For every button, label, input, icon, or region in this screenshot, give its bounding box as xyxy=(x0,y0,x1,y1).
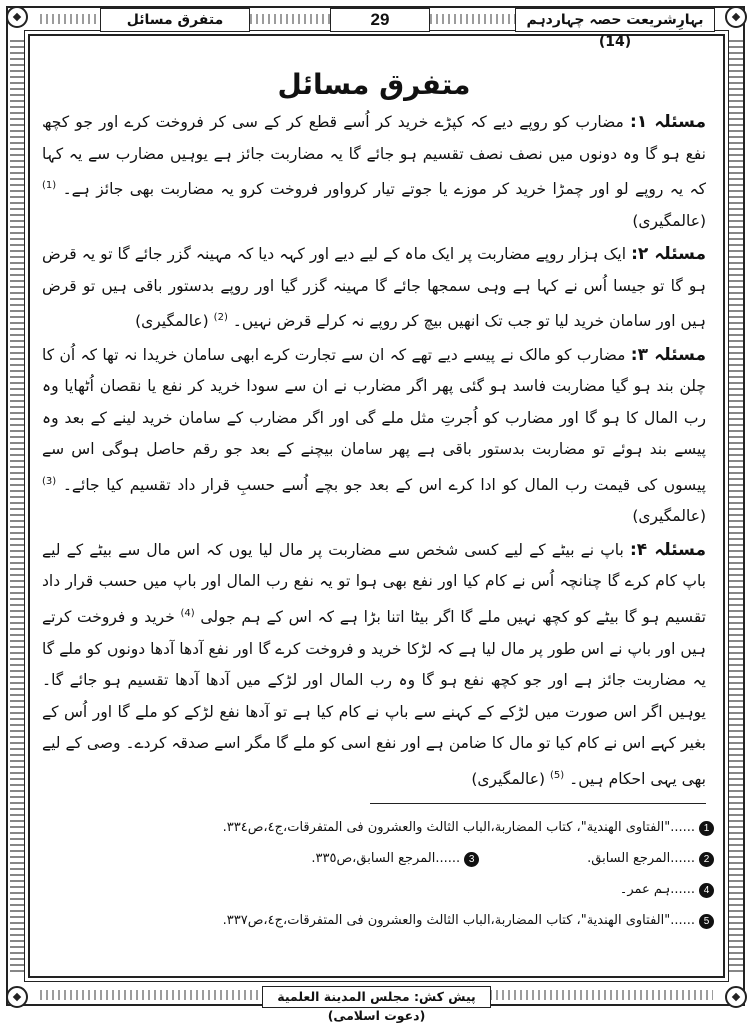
footnote-marker: (3) xyxy=(42,475,57,487)
footnote-number-icon: 2 xyxy=(699,852,714,867)
masala-text: مضارب کو مالک نے پیسے دیے تھے کہ ان سے تجارت کرے ابھی سامان خریدا نہ تھا کہ اُن کا چلن بند ہو گیا مضاربت فاسد ہو گئی پھر اگر مضارب نے ان سے سودا خرید کر نفع یا نقصان اُٹھایا وہ رب المال کا ہو گا اور مضارب کو اُجرتِ مثل ملے گی اور اگر مضارب کے سامان خرید لینے کے بعد وہ پیسے بند ہوئے تو مضاربت بدستور باقی ہے پھر سامان بیچنے کے بعد جو رقم حاصل ہوگی اس سے پیسوں کی قیمت رب المال کو ادا کرے اس کے بعد جو بچے اُسے حسبِ قرار داد تقسیم کیا جائے۔ xyxy=(42,345,706,494)
footnote-item xyxy=(42,812,714,843)
corner-ornament-icon xyxy=(6,6,28,28)
masala-text-continued: خرید و فروخت کرتے ہیں اور باپ نے اس طور پر مال لیا ہے کہ لڑکا خرید و فروخت کرے گا اور نفع آدھا آدھا دونوں کو ملے گا یہ مضاربت جائز ہے اور جو کچھ نفع ہو گا وہ رب المال اور لڑکے میں آدھا آدھا تقسیم ہو جائے گا۔ یوہیں اگر اس صورت میں لڑکے کے کہنے سے باپ نے کام کیا ہے تو آدھا نفع لڑکے کو ملے گا اور اُس کے بغیر کہے اس نے کام کیا تو مال کا ضامن ہے اور نفع اسی کو ملے گا مگر اسے صدقہ کردے۔ وصی کے لیے بھی یہی احکام ہیں۔ xyxy=(42,608,706,788)
footnotes xyxy=(42,812,714,936)
footnote-number-icon: 1 xyxy=(699,821,714,836)
masala-reference: (عالمگیری) xyxy=(632,211,706,230)
footnote-item xyxy=(42,905,714,936)
footnote-text: ......المرجع السابق،ص٣٣٥. xyxy=(311,851,461,866)
footnote-separator xyxy=(370,803,706,804)
masala-text: مضارب کو روپے دیے کہ کپڑے خرید کر اُسے قطع کر کے سی کر فروخت کرے اور جو کچھ نفع ہو گا وہ دونوں میں نصف نصف تقسیم ہو جائے گا یہ مضاربت جائز ہے یوہیں مضارب سے یہ کہا کہ یہ روپے لو اور چمڑا خرید کر موزے یا جوتے تیار کرواور فروخت کرو یہ مضاربت بھی جائز ہے۔ xyxy=(42,113,707,199)
footnote-text: ......المرجع السابق. xyxy=(587,851,695,866)
masala-4 xyxy=(42,535,706,795)
masala-3 xyxy=(42,340,706,533)
footnote-text: ......"الفتاوی الهندية"، كتاب المضاربة،الباب الثالث والعشرون فى المتفرقات،ج٤،ص٣٣٤. xyxy=(222,820,695,835)
masala-label: مسئلہ ۴: xyxy=(629,539,706,560)
footnote-text: ......ہم عمر۔ xyxy=(619,882,695,897)
corner-ornament-icon xyxy=(6,986,28,1008)
page-title: متفرق مسائل xyxy=(277,68,471,101)
footnote-item xyxy=(42,874,714,905)
main-content xyxy=(42,60,706,797)
corner-ornament-icon xyxy=(725,6,747,28)
header-section-title: متفرق مسائل xyxy=(100,8,250,32)
left-ornament-band xyxy=(10,40,24,974)
footnote-number-icon: 5 xyxy=(699,914,714,929)
corner-ornament-icon xyxy=(725,986,747,1008)
page-number: 29 xyxy=(330,8,430,32)
footnote-number-icon: 4 xyxy=(699,883,714,898)
header-book-reference: بہارِشریعت حصہ چہاردہم (14) xyxy=(515,8,715,32)
masala-text: ایک ہزار روپے مضاربت پر ایک ماہ کے لیے دیے اور کہہ دیا کہ مہینہ گزر جائے گا تو یہ قرض ہو گا تو جیسا اُس نے کہا ہے وہی سمجھا جائے گا مہینہ گزر گیا اور روپے بدستور باقی ہیں تو قرض ہیں اور سامان خرید لیا تو جب تک انھیں بیچ کر روپے نہ کرلے قرض نہیں۔ xyxy=(42,245,706,331)
footnote-marker: (2) xyxy=(213,312,228,324)
masala-reference: (عالمگیری) xyxy=(632,507,706,526)
masala-label: مسئلہ ۱: xyxy=(630,112,707,132)
right-ornament-band xyxy=(729,40,743,974)
masala-reference: (عالمگیری) xyxy=(135,312,209,331)
footnote-marker: (4) xyxy=(180,607,195,619)
footnote-item xyxy=(42,843,714,874)
footnote-marker: (1) xyxy=(42,180,57,191)
footnote-text: ......"الفتاوی الهندية"، كتاب المضاربة،الباب الثالث والعشرون فى المتفرقات،ج٤،ص٣٣٧. xyxy=(222,913,695,928)
masala-label: مسئلہ ۳: xyxy=(630,344,706,365)
masala-text: باپ نے بیٹے کے لیے کسی شخص سے مضاربت پر مال لیا یوں کہ اس مال سے بیٹے کے لیے باپ کام کرے گا چنانچہ اُس نے کام کیا اور نفع بھی ہوا تو یہ نفع رب المال اور باپ میں حسب قرار داد تقسیم ہو گا بیٹے کو کچھ نہیں ملے گا اگر بیٹا اتنا بڑا ہے کہ اس کے ہم جولی xyxy=(42,540,706,627)
footnote-number-icon: 3 xyxy=(464,852,479,867)
masala-label: مسئلہ ۲: xyxy=(631,244,706,265)
masala-1 xyxy=(42,107,706,237)
masala-2 xyxy=(42,239,706,338)
footnote-marker: (5) xyxy=(549,769,565,781)
footer-presenter: پیش کش: مجلس المدينة العلمية (دعوت اسلامی) xyxy=(262,986,491,1008)
masala-reference: (عالمگیری) xyxy=(471,769,546,788)
